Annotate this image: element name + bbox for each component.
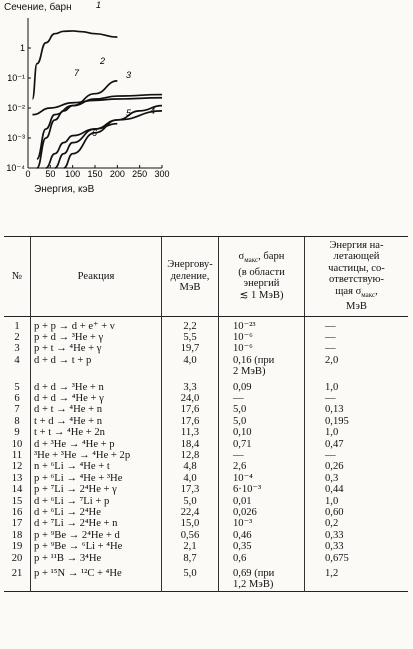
row-reaction: d + ⁷Li → 2⁴He + n xyxy=(31,518,162,529)
row-energy: 17,3 xyxy=(162,484,219,495)
row-incident-energy: 0,2 xyxy=(305,518,409,529)
row-incident-energy: 0,26 xyxy=(305,461,409,472)
row-sigma: 0,16 (при 2 МэВ) xyxy=(219,355,305,378)
table-row xyxy=(4,450,408,461)
series-label-7: 7 xyxy=(74,68,80,78)
row-reaction: d + ³He → ⁴He + p xyxy=(31,439,162,450)
row-sigma: 5,0 xyxy=(219,404,305,415)
y-tick-label: 10⁻² xyxy=(7,103,25,113)
row-incident-energy: 0,47 xyxy=(305,439,409,450)
y-tick-label: 1 xyxy=(19,43,25,53)
row-incident-energy: 2,0 xyxy=(305,355,409,378)
row-incident-energy: 1,2 xyxy=(305,564,409,591)
row-no: 9 xyxy=(14,427,20,439)
table-row xyxy=(4,378,408,393)
row-incident-energy: 0,13 xyxy=(305,404,409,415)
row-energy: 17,6 xyxy=(162,416,219,427)
row-sigma: 10⁻³ xyxy=(219,518,305,529)
row-sigma: 0,10 xyxy=(219,427,305,438)
row-incident-energy: 0,60 xyxy=(305,507,409,518)
row-energy: 0,56 xyxy=(162,530,219,541)
header-no: № xyxy=(4,237,31,317)
row-energy: 4,0 xyxy=(162,355,219,378)
row-sigma: 0,35 xyxy=(219,541,305,552)
row-reaction: p + ⁶Li → ⁴He + ³He xyxy=(31,473,162,484)
row-energy: 4,8 xyxy=(162,461,219,472)
row-energy: 3,3 xyxy=(162,378,219,393)
row-no: 18 xyxy=(11,529,23,541)
x-tick-label: 300 xyxy=(154,169,170,179)
series-label-4: 4 xyxy=(150,106,156,116)
row-no: 12 xyxy=(11,461,23,473)
table-row xyxy=(4,530,408,541)
row-sigma: 0,026 xyxy=(219,507,305,518)
row-incident-energy: — xyxy=(305,316,409,332)
row-no: 15 xyxy=(11,495,23,507)
series-label-6: 6 xyxy=(92,128,98,138)
row-energy: 5,0 xyxy=(162,496,219,507)
series-label-5: 5 xyxy=(126,108,132,118)
row-no: 6 xyxy=(14,392,20,404)
row-incident-energy: 0,33 xyxy=(305,541,409,552)
table-row xyxy=(4,355,408,378)
row-no: 10 xyxy=(11,438,23,450)
reactions-table xyxy=(4,236,408,592)
table-row xyxy=(4,484,408,495)
header-reaction: Реакция xyxy=(31,237,162,317)
table-row xyxy=(4,564,408,591)
row-sigma: 0,69 (при 1,2 МэВ) xyxy=(219,564,305,591)
row-sigma: 2,6 xyxy=(219,461,305,472)
row-sigma: 10⁻⁶ xyxy=(219,343,305,354)
header-incident-energy: Энергия на- летающей частицы, со- ответствую- щая $\sigma_{макс}$, МэВ xyxy=(305,237,409,317)
row-incident-energy: — xyxy=(305,393,409,404)
row-no: 19 xyxy=(11,541,23,553)
x-tick-label: 150 xyxy=(87,169,103,179)
row-no: 2 xyxy=(14,331,20,343)
row-sigma: 10⁻⁶ xyxy=(219,332,305,343)
row-incident-energy: 0,675 xyxy=(305,553,409,564)
row-no: 20 xyxy=(11,552,23,564)
table-row xyxy=(4,404,408,415)
table-body xyxy=(4,316,408,591)
row-energy: 12,8 xyxy=(162,450,219,461)
row-sigma: 0,09 xyxy=(219,378,305,393)
row-no: 11 xyxy=(11,450,23,462)
series-line-4 xyxy=(64,106,162,168)
row-energy: 24,0 xyxy=(162,393,219,404)
row-no: 4 xyxy=(14,354,20,366)
row-no: 16 xyxy=(11,507,23,519)
row-reaction: d + ⁶Li → ⁷Li + p xyxy=(31,496,162,507)
row-energy: 15,0 xyxy=(162,518,219,529)
x-tick-label: 50 xyxy=(45,169,56,179)
y-tick-label: 10⁻³ xyxy=(7,133,25,143)
chart-y-label: Сечение, барн xyxy=(4,2,72,13)
row-energy: 18,4 xyxy=(162,439,219,450)
row-sigma: 5,0 xyxy=(219,416,305,427)
row-incident-energy: — xyxy=(305,450,409,461)
chart-x-label: Энергия, кэВ xyxy=(34,184,95,195)
row-no: 21 xyxy=(11,568,23,580)
series-label-2: 2 xyxy=(100,56,106,66)
row-energy: 2,1 xyxy=(162,541,219,552)
row-reaction: p + ⁹Be → ⁶Li + ⁴He xyxy=(31,541,162,552)
table-row xyxy=(4,343,408,354)
row-sigma: 10⁻²³ xyxy=(219,316,305,332)
header-energy: Энергову- деление, МэВ xyxy=(162,237,219,317)
table-row xyxy=(4,393,408,404)
table-row xyxy=(4,416,408,427)
row-incident-energy: 0,3 xyxy=(305,473,409,484)
y-tick-label: 10⁻⁴ xyxy=(6,163,25,173)
series-label-3: 3 xyxy=(126,70,132,80)
row-no: 13 xyxy=(11,472,23,484)
row-no: 7 xyxy=(14,404,20,416)
cross-section-chart xyxy=(0,0,190,190)
row-reaction: d + d → ³He + n xyxy=(31,378,162,393)
row-reaction: p + ¹⁵N → ¹²C + ⁴He xyxy=(31,564,162,591)
row-no: 5 xyxy=(14,381,20,393)
row-reaction: d + d → ⁴He + γ xyxy=(31,393,162,404)
row-energy: 17,6 xyxy=(162,404,219,415)
row-energy: 11,3 xyxy=(162,427,219,438)
row-incident-energy: 0,33 xyxy=(305,530,409,541)
row-sigma: 0,71 xyxy=(219,439,305,450)
row-reaction: p + ⁷Li → 2⁴He + γ xyxy=(31,484,162,495)
table-row xyxy=(4,427,408,438)
table-row xyxy=(4,439,408,450)
row-reaction: n + ⁶Li → ⁴He + t xyxy=(31,461,162,472)
row-sigma: — xyxy=(219,393,305,404)
row-sigma: 0,6 xyxy=(219,553,305,564)
row-incident-energy: — xyxy=(305,332,409,343)
table-row xyxy=(4,541,408,552)
row-reaction: p + d → ³He + γ xyxy=(31,332,162,343)
row-reaction: ³He + ³He → ⁴He + 2p xyxy=(31,450,162,461)
row-reaction: d + ⁶Li → 2⁴He xyxy=(31,507,162,518)
x-tick-label: 250 xyxy=(132,169,148,179)
row-energy: 5,0 xyxy=(162,564,219,591)
x-tick-label: 100 xyxy=(65,169,81,179)
table-row xyxy=(4,553,408,564)
row-no: 1 xyxy=(14,320,20,332)
row-no: 8 xyxy=(14,415,20,427)
row-energy: 19,7 xyxy=(162,343,219,354)
series-line-3 xyxy=(37,95,162,159)
row-energy: 8,7 xyxy=(162,553,219,564)
row-incident-energy: 1,0 xyxy=(305,378,409,393)
y-tick-label: 10⁻¹ xyxy=(7,73,25,83)
row-sigma: 0,46 xyxy=(219,530,305,541)
row-sigma: 6·10⁻³ xyxy=(219,484,305,495)
row-incident-energy: 0,195 xyxy=(305,416,409,427)
table-row xyxy=(4,316,408,332)
series-label-1: 1 xyxy=(96,0,102,10)
row-no: 3 xyxy=(14,343,20,355)
chart-svg xyxy=(0,0,190,190)
table-row xyxy=(4,496,408,507)
row-energy: 4,0 xyxy=(162,473,219,484)
row-reaction: p + ⁹Be → 2⁴He + d xyxy=(31,530,162,541)
row-sigma: 10⁻⁴ xyxy=(219,473,305,484)
row-reaction: t + t → ⁴He + 2n xyxy=(31,427,162,438)
row-sigma: — xyxy=(219,450,305,461)
row-reaction: d + d → t + p xyxy=(31,355,162,378)
row-reaction: p + ¹¹B → 3⁴He xyxy=(31,553,162,564)
row-energy: 2,2 xyxy=(162,316,219,332)
row-reaction: p + p → d + e⁺ + ν xyxy=(31,316,162,332)
table-row xyxy=(4,518,408,529)
row-reaction: d + t → ⁴He + n xyxy=(31,404,162,415)
row-sigma: 0,01 xyxy=(219,496,305,507)
table-row xyxy=(4,473,408,484)
table-row xyxy=(4,461,408,472)
row-energy: 22,4 xyxy=(162,507,219,518)
row-reaction: t + d → ⁴He + n xyxy=(31,416,162,427)
x-tick-label: 200 xyxy=(109,169,125,179)
row-no: 14 xyxy=(11,484,23,496)
row-incident-energy: 1,0 xyxy=(305,496,409,507)
row-incident-energy: 0,44 xyxy=(305,484,409,495)
table-row xyxy=(4,507,408,518)
row-incident-energy: — xyxy=(305,343,409,354)
row-no: 17 xyxy=(11,518,23,530)
series-line-7 xyxy=(32,98,162,115)
header-sigma: $\sigma_{макс}$, барн (в области энергий ≲ 1 МэВ) xyxy=(219,237,305,317)
row-incident-energy: 1,0 xyxy=(305,427,409,438)
row-energy: 5,5 xyxy=(162,332,219,343)
table-header-row xyxy=(4,237,408,317)
row-reaction: p + t → ⁴He + γ xyxy=(31,343,162,354)
series-line-5 xyxy=(55,111,162,168)
table-row xyxy=(4,332,408,343)
x-tick-label: 0 xyxy=(25,169,31,179)
